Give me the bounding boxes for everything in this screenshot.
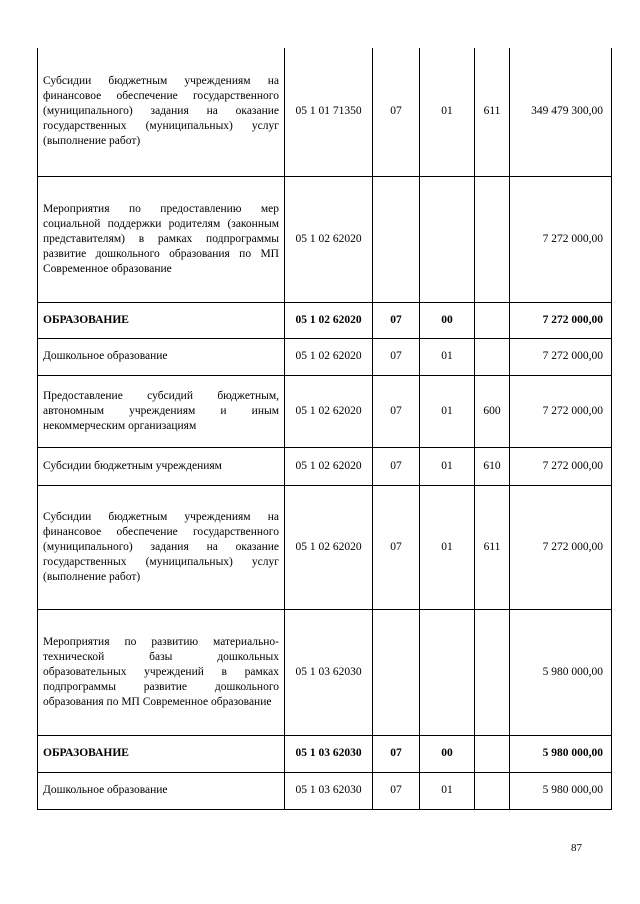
row-subsection-code: [420, 176, 475, 302]
row-expense-type-code: [475, 302, 510, 338]
row-expense-type-code: [475, 735, 510, 772]
row-section-code: 07: [373, 302, 420, 338]
table-row: [38, 176, 612, 302]
row-subsection-code: [420, 609, 475, 735]
table-row: [38, 609, 612, 735]
row-amount: 7 272 000,00: [510, 485, 612, 609]
row-expense-type-code: [475, 772, 510, 809]
row-amount: 7 272 000,00: [510, 447, 612, 485]
row-name: Мероприятия по предоставлению мер социальной поддержки родителям (законным представителям) в рамках подпрограммы развитие дошкольного образования по МП Современное образование: [38, 176, 285, 302]
row-expense-type-code: [475, 176, 510, 302]
row-expense-type-code: 611: [475, 48, 510, 176]
row-amount: 349 479 300,00: [510, 48, 612, 176]
budget-table: [37, 48, 612, 810]
row-subsection-code: 01: [420, 338, 475, 375]
row-target-code: 05 1 02 62020: [285, 485, 373, 609]
row-expense-type-code: 600: [475, 375, 510, 447]
row-section-code: 07: [373, 735, 420, 772]
row-target-code: 05 1 03 62030: [285, 772, 373, 809]
row-section-code: 07: [373, 338, 420, 375]
row-name: ОБРАЗОВАНИЕ: [38, 302, 285, 338]
row-subsection-code: 01: [420, 375, 475, 447]
row-subsection-code: 00: [420, 302, 475, 338]
row-amount: 7 272 000,00: [510, 338, 612, 375]
table-row: [38, 302, 612, 338]
row-expense-type-code: [475, 338, 510, 375]
row-amount: 5 980 000,00: [510, 772, 612, 809]
row-expense-type-code: 610: [475, 447, 510, 485]
page-number: 87: [571, 842, 582, 854]
table-row: [38, 772, 612, 809]
row-target-code: 05 1 03 62030: [285, 735, 373, 772]
row-section-code: 07: [373, 772, 420, 809]
row-name: Субсидии бюджетным учреждениям: [38, 447, 285, 485]
row-subsection-code: 01: [420, 485, 475, 609]
row-subsection-code: 00: [420, 735, 475, 772]
row-expense-type-code: [475, 609, 510, 735]
row-name: Мероприятия по развитию материально-технической базы дошкольных образовательных учреждений в рамках подпрограммы развитие дошкольного образования по МП Современное образование: [38, 609, 285, 735]
row-target-code: 05 1 02 62020: [285, 338, 373, 375]
row-section-code: 07: [373, 48, 420, 176]
row-section-code: 07: [373, 375, 420, 447]
table-row: [38, 735, 612, 772]
row-target-code: 05 1 02 62020: [285, 302, 373, 338]
row-amount: 5 980 000,00: [510, 609, 612, 735]
row-target-code: 05 1 03 62030: [285, 609, 373, 735]
row-name: Предоставление субсидий бюджетным, автономным учреждениям и иным некоммерческим организациям: [38, 375, 285, 447]
table-row: [38, 48, 612, 176]
table-row: [38, 485, 612, 609]
row-target-code: 05 1 02 62020: [285, 447, 373, 485]
row-subsection-code: 01: [420, 48, 475, 176]
row-name: Субсидии бюджетным учреждениям на финансовое обеспечение государственного (муниципального) задания на оказание государственных (муниципальных) услуг (выполнение работ): [38, 485, 285, 609]
row-target-code: 05 1 02 62020: [285, 176, 373, 302]
row-amount: 5 980 000,00: [510, 735, 612, 772]
row-target-code: 05 1 02 62020: [285, 375, 373, 447]
row-amount: 7 272 000,00: [510, 176, 612, 302]
row-name: Дошкольное образование: [38, 338, 285, 375]
row-subsection-code: 01: [420, 447, 475, 485]
row-name: Дошкольное образование: [38, 772, 285, 809]
table-row: [38, 375, 612, 447]
row-section-code: [373, 176, 420, 302]
row-section-code: [373, 609, 420, 735]
row-target-code: 05 1 01 71350: [285, 48, 373, 176]
table-row: [38, 447, 612, 485]
row-section-code: 07: [373, 485, 420, 609]
row-amount: 7 272 000,00: [510, 302, 612, 338]
row-name: Субсидии бюджетным учреждениям на финансовое обеспечение государственного (муниципального) задания на оказание государственных (муниципальных) услуг (выполнение работ): [38, 48, 285, 176]
table-row: [38, 338, 612, 375]
row-amount: 7 272 000,00: [510, 375, 612, 447]
row-subsection-code: 01: [420, 772, 475, 809]
row-name: ОБРАЗОВАНИЕ: [38, 735, 285, 772]
row-section-code: 07: [373, 447, 420, 485]
row-expense-type-code: 611: [475, 485, 510, 609]
